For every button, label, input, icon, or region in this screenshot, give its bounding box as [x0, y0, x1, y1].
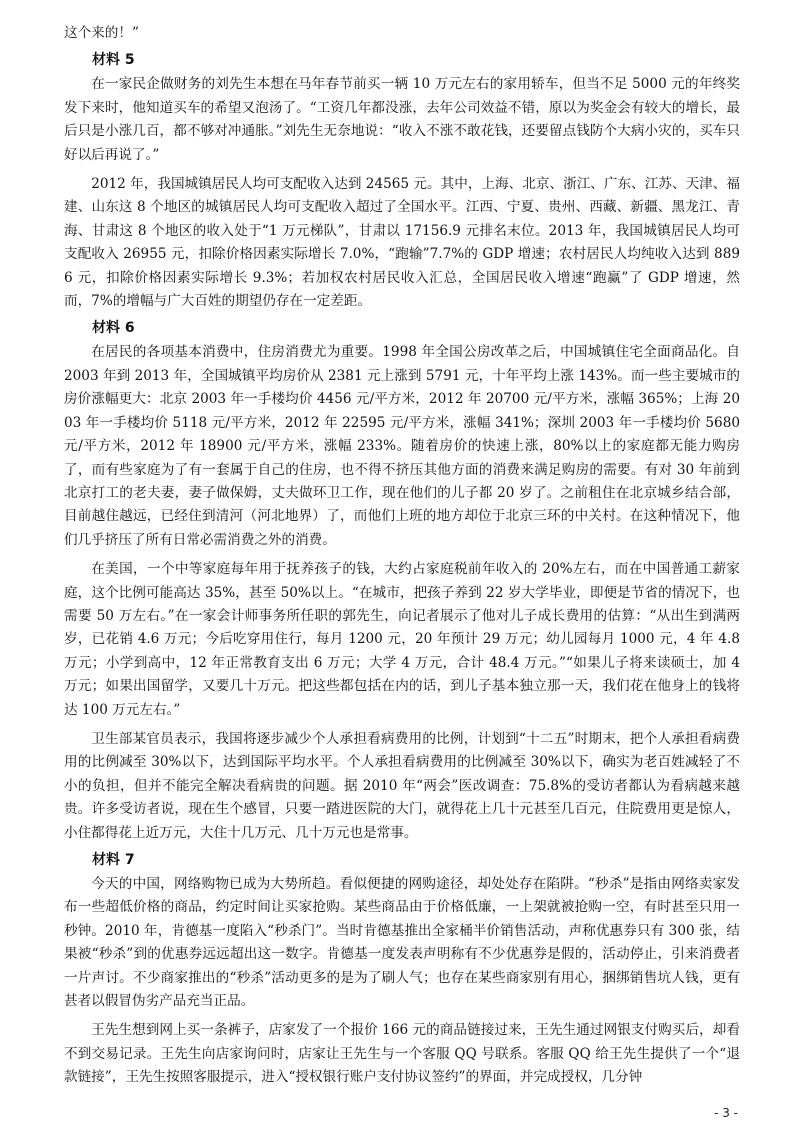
paragraph: 今天的中国，网络购物已成为大势所趋。看似便捷的网购途径，却处处存在陷阱。“秒杀”是指由网络卖家发布一些超低价格的商品，约定时间让买家抢购。某些商品由于价格低廉，一上架就被抢购一空，有时甚至只用一秒钟。2010 年，肯德基一度陷入“秒杀门”。当时肯德基推出全家桶半价销售活动，声称优惠券只有 300 张，结果被“秒杀”到的优惠券远远超出这一数字。肯德基一度发表声明称有不少优惠券是假的，活动停止，引来消费者一片声讨。不少商家推出的“秒杀”活动更多的是为了刷人气；也存在某些商家别有用心，捆绑销售坑人钱，更有甚者以假冒伪劣产品充当正品。: [64, 876, 740, 1010]
paragraph: 王先生想到网上买一条裤子，店家发了一个报价 166 元的商品链接过来，王先生通过网银支付购买后，却看不到交易记录。王先生向店家询问时，店家让王先生与一个客服 QQ 号联系。客服 QQ 给王先生提供了一个“退款链接”，王先生按照客服提示，进入“授权银行账户支付协议签约”的界面，并完成授权，几分钟: [64, 1022, 740, 1086]
paragraph: 卫生部某官员表示，我国将逐步减少个人承担看病费用的比例，计划到“十二五”时期末，把个人承担看病费用的比例减至 30%以下，达到国际平均水平。个人承担看病费用的比例减至 30%以下，确实为老百姓减轻了不小的负担，但并不能完全解决看病贵的问题。据 2010 年“两会”医改调查：75.8%的受访者都认为看病越来越贵。许多受访者说，现在生个感冒，只要一踏进医院的大门，就得花上几十元甚至几百元，住院费用更是惊人，小住都得花上近万元，大住十几万元、几十万元也是常事。: [64, 730, 740, 841]
continuation-line: 这个来的！”: [64, 25, 139, 41]
page-number: - 3 -: [714, 1106, 738, 1120]
section-heading-material-7: 材料 7: [92, 852, 135, 868]
section-heading-material-6: 材料 6: [92, 320, 135, 337]
section-heading-material-5: 材料 5: [92, 52, 135, 69]
paragraph: 2012 年，我国城镇居民人均可支配收入达到 24565 元。其中，上海、北京、浙江、广东、江苏、天津、福建、山东这 8 个地区的城镇居民人均可支配收入超过了全国水平。江西、宁夏、贵州、西藏、新疆、黑龙江、青海、甘肃这 8 个地区的收入处于“1 万元梯队”，甘肃以 17156.9 元排名末位。2013 年，我国城镇居民人均可支配收入 26955 元，扣除价格因素实际增长 7.0%，“跑输”7.7%的 GDP 增速；农村居民人均纯收入达到 8896 元，扣除价格因素实际增长 9.3%；若加权农村居民收入汇总，全国居民收入增速“跑赢”了 GDP 增速，然而，7%的增幅与广大百姓的期望仍存在一定差距。: [64, 176, 740, 310]
paragraph: 在美国，一个中等家庭每年用于抚养孩子的钱，大约占家庭税前年收入的 20%左右，而在中国普通工薪家庭，这个比例可能高达 35%，甚至 50%以上。“在城市，把孩子养到 22 岁大学毕业，即便是节省的情况下，也需要 50 万左右。”在一家会计师事务所任职的郭先生，向记者展示了他对儿子成长费用的估算：“从出生到满两岁，已花销 4.6 万元；今后吃穿用住行，每月 1200 元，20 年预计 29 万元；幼儿园每月 1000 元，4 年 4.8 万元；小学到高中，12 年正常教育支出 6 万元；大学 4 万元，合计 48.4 万元。”“如果儿子将来读硕士，加 4 万元；如果出国留学，又要几十万元。把这些都包括在内的话，到儿子基本独立那一天，我们花在他身上的钱将达 100 万元左右。”: [64, 561, 740, 718]
paragraph: 在居民的各项基本消费中，住房消费尤为重要。1998 年全国公房改革之后，中国城镇住宅全面商品化。自 2003 年到 2013 年，全国城镇平均房价从 2381 元上涨到 5791 元，十年平均上涨 143%。而一些主要城市的房价涨幅更大：北京 2003 年一手楼均价 4456 元/平方米，2012 年 20700 元/平方米，涨幅 365%；上海 2003 年一手楼均价 5118 元/平方米，2012 年 22595 元/平方米，涨幅 341%；深圳 2003 年一手楼均价 5680 元/平方米，2012 年 18900 元/平方米，涨幅 233%。随着房价的快速上涨，80%以上的家庭都无能力购房了，而有些家庭为了有一套属于自己的住房，也不得不挤压其他方面的消费来满足购房的需要。有对 30 年前到北京打工的老夫妻，妻子做保姆，丈夫做环卫工作，现在他们的儿子都 20 岁了。之前租住在北京城乡结合部，目前越住越远，已经住到清河（河北地界）了，而他们上班的地方却位于北京三环的中关村。在这种情况下，他们几乎挤压了所有日常必需消费之外的消费。: [64, 344, 740, 548]
document-page: [64, 22, 740, 1090]
paragraph: 在一家民企做财务的刘先生本想在马年春节前买一辆 10 万元左右的家用轿车，但当不足 5000 元的年终奖发下来时，他知道买车的希望又泡汤了。“工资几年都没涨，去年公司效益不错，原以为奖金会有较大的增长，最后只是小涨几百，都不够对冲通胀。”刘先生无奈地说：“收入不涨不敢花钱，还要留点钱防个大病小灾的，买车只好以后再说了。”: [64, 76, 740, 163]
